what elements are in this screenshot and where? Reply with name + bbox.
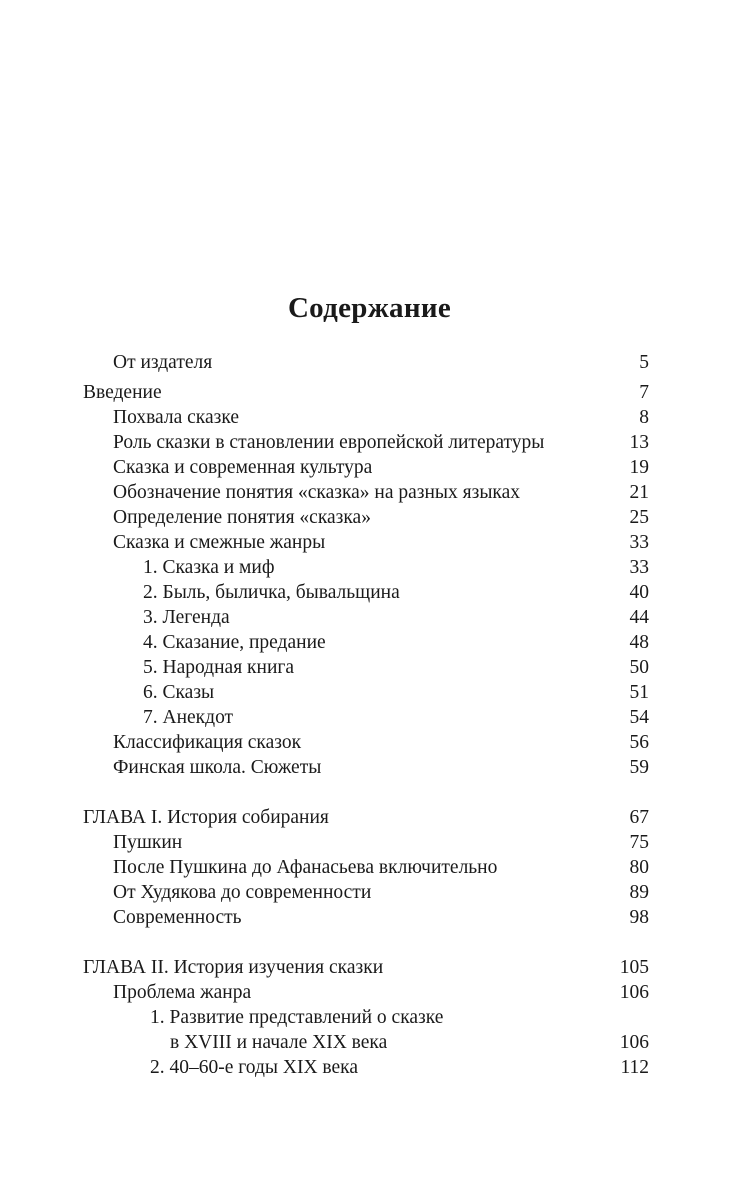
toc-entry-page: 40 (629, 582, 649, 603)
toc-entry (170, 1030, 649, 1055)
toc-entry-page: 106 (619, 982, 649, 1003)
toc-entry-label: 1. Сказка и миф (143, 557, 275, 578)
toc-entry (113, 350, 649, 375)
toc-entry (113, 855, 649, 880)
toc-entry-label: 1. Развитие представлений о сказке (150, 1007, 444, 1028)
toc-entry-label: 2. 40–60-е годы XIX века (150, 1057, 358, 1078)
toc-entry (83, 955, 649, 980)
toc-entry-page: 105 (619, 957, 649, 978)
toc-entry-page: 67 (629, 807, 649, 828)
toc-entry (83, 380, 649, 405)
toc-entry (113, 880, 649, 905)
toc-entry-page: 98 (629, 907, 649, 928)
toc-entry-page: 8 (639, 407, 649, 428)
toc-entry (113, 530, 649, 555)
toc-entry-page: 5 (639, 352, 649, 373)
toc-entry (143, 555, 649, 580)
toc-entry (113, 830, 649, 855)
toc-entry-label: После Пушкина до Афанасьева включительно (113, 857, 498, 878)
toc-entry-label: Пушкин (113, 832, 183, 853)
toc-entry-page: 59 (629, 757, 649, 778)
toc-entry (113, 730, 649, 755)
toc-entry (113, 405, 649, 430)
toc-entry-page: 106 (619, 1032, 649, 1053)
toc-entry-page: 33 (629, 532, 649, 553)
toc-entry-label: Финская школа. Сюжеты (113, 757, 322, 778)
toc-entry-page: 89 (629, 882, 649, 903)
toc-entry-label: Современность (113, 907, 242, 928)
toc-entry-page: 54 (629, 707, 649, 728)
page-title: Содержание (287, 292, 452, 324)
toc-entry-page: 51 (629, 682, 649, 703)
toc-entry-label: Введение (83, 382, 162, 403)
toc-entry (113, 755, 649, 780)
toc-entry-label: Проблема жанра (113, 982, 252, 1003)
toc-entry-label: Сказка и смежные жанры (113, 532, 326, 553)
toc-entry-page: 44 (629, 607, 649, 628)
toc-entry (143, 655, 649, 680)
toc-entry (113, 430, 649, 455)
toc-entry (143, 630, 649, 655)
toc-entry-page: 25 (629, 507, 649, 528)
toc-entry-label: 3. Легенда (143, 607, 230, 628)
toc-entry-label: От издателя (113, 352, 213, 373)
toc-entry-page: 80 (629, 857, 649, 878)
toc-entry-label: 4. Сказание, предание (143, 632, 326, 653)
toc-entry-label: Похвала сказке (113, 407, 239, 428)
toc-entry-label: 5. Народная книга (143, 657, 295, 678)
toc-entry-page: 13 (629, 432, 649, 453)
toc-entry-page: 7 (639, 382, 649, 403)
toc-entry-page: 112 (620, 1057, 649, 1078)
toc-entry-label: 2. Быль, быличка, бывальщина (143, 582, 400, 603)
toc-entry-page: 21 (629, 482, 649, 503)
toc-entry-label: ГЛАВА I. История собирания (83, 807, 329, 828)
toc-entry-label: Определение понятия «сказка» (113, 507, 371, 528)
toc-entry (113, 455, 649, 480)
toc-entry-page: 56 (629, 732, 649, 753)
toc-entry (113, 905, 649, 930)
toc-entry-page: 48 (629, 632, 649, 653)
toc-entry (83, 805, 649, 830)
toc-entry-label: 7. Анекдот (143, 707, 234, 728)
toc-entry (150, 1005, 649, 1030)
toc-entry-label: От Худякова до современности (113, 882, 372, 903)
toc-entry (113, 480, 649, 505)
toc-entry (113, 505, 649, 530)
toc-entry-label: Сказка и современная культура (113, 457, 373, 478)
toc-entry-page: 19 (629, 457, 649, 478)
toc-entry-page: 33 (629, 557, 649, 578)
toc-entry-label: Обозначение понятия «сказка» на разных языках (113, 482, 521, 503)
toc-entry (113, 980, 649, 1005)
toc-entry-page: 50 (629, 657, 649, 678)
toc-entry (143, 580, 649, 605)
toc-entry-label: ГЛАВА II. История изучения сказки (83, 957, 384, 978)
toc-entry (150, 1055, 649, 1080)
toc-entry-label: 6. Сказы (143, 682, 215, 703)
toc-entry (143, 605, 649, 630)
toc-entry-label: Классификация сказок (113, 732, 302, 753)
toc-entry (143, 705, 649, 730)
toc-entry (143, 680, 649, 705)
toc-entry-label: в XVIII и начале XIX века (170, 1032, 388, 1053)
toc-entry-label: Роль сказки в становлении европейской литературы (113, 432, 545, 453)
toc-entry-page: 75 (629, 832, 649, 853)
